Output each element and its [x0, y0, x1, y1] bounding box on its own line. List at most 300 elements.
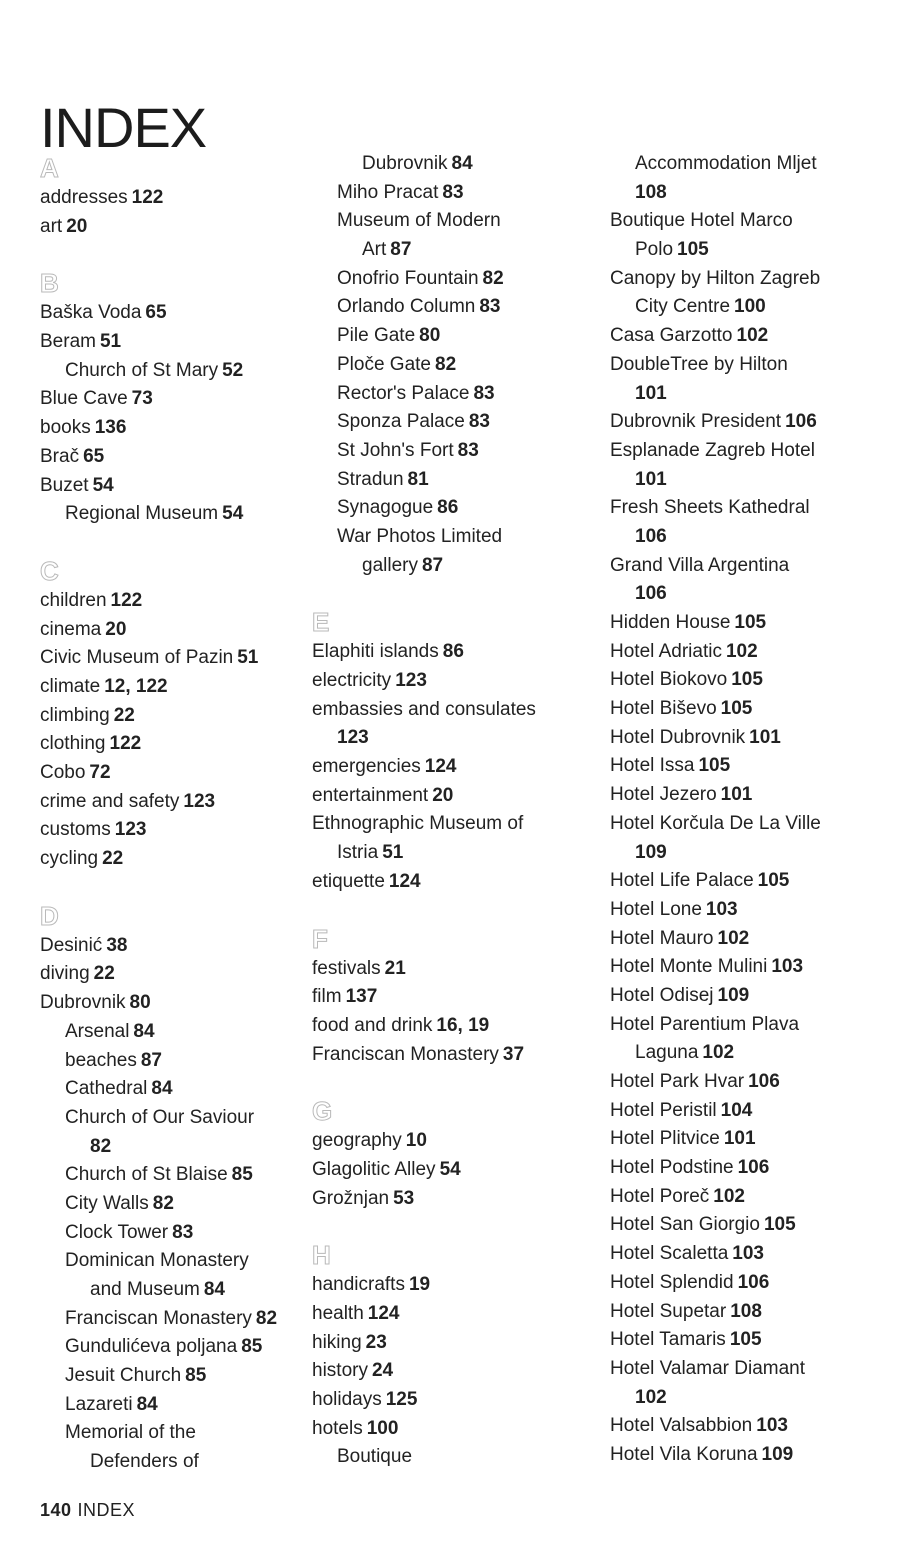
index-entry	[610, 580, 900, 609]
entry-pages: 83	[442, 181, 464, 203]
entry-pages: 105	[698, 755, 731, 777]
index-entry	[610, 1298, 900, 1327]
index-entry	[312, 408, 602, 437]
index-entry	[40, 845, 310, 874]
entry-term: embassies and consulates	[312, 698, 536, 720]
index-column-2	[312, 150, 602, 1472]
section-letter: G	[312, 1096, 333, 1127]
entry-pages: 52	[222, 359, 244, 381]
entry-term: entertainment	[312, 784, 429, 806]
index-entry	[312, 380, 602, 409]
index-entry	[40, 932, 310, 961]
entry-term: handicrafts	[312, 1274, 405, 1296]
entry-term: Hotel Podstine	[610, 1157, 734, 1179]
entry-pages: 101	[635, 468, 667, 490]
entry-pages: 102	[725, 640, 758, 662]
entry-pages: 124	[388, 870, 421, 892]
entry-term: gallery	[362, 554, 418, 576]
entry-pages: 87	[421, 554, 444, 576]
entry-term: Regional Museum	[65, 503, 219, 525]
entry-term: Esplanade Zagreb Hotel	[610, 439, 815, 461]
section-gap	[40, 241, 310, 265]
entry-pages: 109	[761, 1443, 794, 1465]
entry-pages: 101	[720, 784, 753, 806]
index-entry	[312, 494, 602, 523]
entry-term: Elaphiti islands	[312, 641, 439, 663]
index-entry	[610, 1412, 900, 1441]
entry-term: Hotel Splendid	[610, 1271, 734, 1293]
entry-pages: 20	[432, 784, 454, 806]
entry-pages: 109	[635, 841, 667, 863]
entry-term: Boutique	[337, 1446, 413, 1468]
entry-term: Grand Villa Argentina	[610, 554, 790, 576]
entry-term: Hidden House	[610, 612, 731, 633]
index-entry	[610, 466, 900, 495]
index-entry	[610, 437, 900, 466]
entry-pages: 123	[183, 790, 216, 812]
entry-term: Dubrovnik	[362, 153, 448, 174]
index-entry	[610, 839, 900, 868]
section-gap	[312, 897, 602, 921]
index-entry	[40, 1362, 310, 1391]
index-entry	[40, 213, 310, 242]
index-entry	[312, 552, 602, 581]
index-entry	[610, 236, 900, 265]
entry-term: Sponza Palace	[337, 411, 465, 433]
index-entry	[40, 644, 310, 673]
entry-term: City Walls	[65, 1192, 149, 1214]
index-entry	[312, 207, 602, 236]
index-entry	[312, 782, 602, 811]
entry-term: Memorial of the	[65, 1422, 196, 1444]
entry-term: climate	[40, 675, 101, 697]
index-entry	[40, 587, 310, 616]
index-entry	[610, 982, 900, 1011]
entry-pages: 53	[393, 1187, 415, 1209]
entry-term: customs	[40, 819, 111, 841]
footer-label: INDEX	[77, 1500, 136, 1520]
entry-pages: 87	[140, 1049, 162, 1071]
index-entry	[40, 1075, 310, 1104]
entry-term: Cobo	[40, 762, 86, 783]
index-entry	[40, 616, 310, 645]
index-entry	[610, 752, 900, 781]
index-entry	[312, 1329, 602, 1358]
entry-term: Clock Tower	[65, 1221, 169, 1243]
entry-term: Hotel Parentium Plava	[610, 1013, 800, 1035]
entry-pages: 106	[635, 583, 667, 605]
index-entry	[312, 753, 602, 782]
index-entry	[312, 236, 602, 265]
entry-term: Museum of Modern	[337, 210, 501, 232]
entry-pages: 103	[756, 1415, 788, 1437]
entry-term: art	[40, 215, 63, 237]
entry-pages: 80	[129, 992, 151, 1014]
index-entry	[40, 1419, 310, 1448]
entry-term: Canopy by Hilton Zagreb	[610, 267, 821, 289]
entry-pages: 106	[635, 525, 667, 547]
entry-pages: 103	[771, 956, 804, 978]
index-entry	[312, 466, 602, 495]
entry-term: Hotel Monte Mulini	[610, 956, 768, 978]
entry-term: Lazareti	[65, 1393, 133, 1415]
entry-term: health	[312, 1303, 364, 1324]
index-entry	[40, 1018, 310, 1047]
entry-pages: 104	[720, 1099, 753, 1121]
section-letter: C	[40, 555, 59, 586]
entry-pages: 105	[734, 612, 767, 633]
index-entry	[40, 1133, 310, 1162]
entry-pages: 105	[729, 1329, 762, 1351]
index-entry	[40, 443, 310, 472]
entry-term: Church of St Blaise	[65, 1164, 228, 1186]
index-entry	[610, 896, 900, 925]
index-entry	[312, 868, 602, 897]
entry-pages: 82	[435, 353, 457, 375]
entry-pages: 105	[677, 239, 709, 261]
index-entry	[610, 925, 900, 954]
entry-term: beaches	[65, 1049, 137, 1071]
index-entry	[610, 781, 900, 810]
entry-pages: 85	[241, 1336, 263, 1358]
entry-pages: 124	[424, 756, 457, 778]
entry-term: DoubleTree by Hilton	[610, 353, 788, 375]
index-entry	[312, 322, 602, 351]
entry-term: Boutique Hotel Marco	[610, 210, 793, 232]
entry-pages: 108	[730, 1300, 762, 1322]
entry-term: Art	[362, 239, 387, 261]
index-entry	[40, 1448, 310, 1477]
entry-pages: 54	[222, 503, 244, 525]
entry-term: Hotel Adriatic	[610, 640, 722, 662]
entry-pages: 51	[237, 647, 259, 669]
entry-pages: 108	[635, 181, 667, 203]
entry-term: Hotel Mauro	[610, 927, 714, 949]
entry-pages: 38	[106, 934, 128, 956]
entry-term: emergencies	[312, 756, 421, 778]
entry-pages: 22	[93, 963, 115, 985]
entry-term: Cathedral	[65, 1078, 148, 1100]
index-entry	[610, 1384, 900, 1413]
entry-term: Church of Our Saviour	[65, 1106, 255, 1128]
entry-pages: 24	[371, 1360, 394, 1382]
index-entry	[610, 1240, 900, 1269]
index-entry	[40, 730, 310, 759]
entry-pages: 102	[717, 927, 750, 949]
index-entry	[312, 179, 602, 208]
index-entry	[610, 666, 900, 695]
entry-term: geography	[312, 1130, 402, 1152]
entry-term: Hotel Jezero	[610, 784, 717, 806]
entry-pages: 105	[763, 1214, 796, 1236]
entry-term: Miho Pracat	[337, 181, 439, 203]
index-entry	[312, 437, 602, 466]
entry-term: Hotel Peristil	[610, 1099, 717, 1121]
index-entry	[312, 724, 602, 753]
entry-term: Hotel Plitvice	[610, 1128, 720, 1150]
entry-pages: 22	[102, 848, 124, 870]
entry-term: Hotel Scaletta	[610, 1243, 729, 1265]
index-entry	[312, 839, 602, 868]
entry-pages: 86	[437, 497, 459, 519]
entry-term: addresses	[40, 187, 128, 208]
entry-term: Hotel Dubrovnik	[610, 726, 746, 748]
entry-term: Hotel Valamar Diamant	[610, 1357, 806, 1379]
index-entry	[610, 1154, 900, 1183]
index-entry	[610, 494, 900, 523]
entry-term: Grožnjan	[312, 1187, 390, 1209]
entry-pages: 85	[231, 1164, 253, 1186]
index-entry	[312, 1386, 602, 1415]
section-gap	[312, 1213, 602, 1237]
entry-pages: 85	[185, 1365, 207, 1387]
entry-term: Dominican Monastery	[65, 1250, 249, 1272]
entry-pages: 19	[408, 1274, 431, 1296]
index-entry	[40, 816, 310, 845]
entry-term: Civic Museum of Pazin	[40, 647, 234, 669]
entry-term: holidays	[312, 1389, 382, 1411]
entry-pages: 106	[748, 1071, 780, 1092]
entry-pages: 137	[345, 986, 378, 1008]
entry-term: Orlando Column	[337, 296, 476, 318]
section-letter: B	[40, 268, 59, 299]
index-entry	[610, 552, 900, 581]
index-entry	[610, 953, 900, 982]
entry-term: Buzet	[40, 474, 89, 496]
entry-pages: 106	[737, 1271, 770, 1293]
index-entry	[312, 1443, 602, 1472]
entry-term: Hotel Korčula De La Ville	[610, 812, 821, 834]
entry-pages: 123	[395, 670, 427, 691]
index-entry	[312, 1012, 602, 1041]
entry-term: Istria	[337, 842, 379, 864]
index-entry	[610, 1211, 900, 1240]
index-entry	[40, 184, 310, 213]
entry-term: festivals	[312, 957, 381, 979]
entry-pages: 84	[203, 1279, 225, 1300]
index-entry	[40, 1247, 310, 1276]
index-entry	[40, 989, 310, 1018]
index-entry	[40, 1276, 310, 1305]
entry-pages: 54	[92, 474, 114, 496]
entry-term: hiking	[312, 1331, 362, 1353]
entry-pages: 101	[723, 1128, 756, 1150]
entry-pages: 109	[717, 984, 750, 1006]
entry-term: Hotel Biokovo	[610, 669, 728, 691]
entry-term: Hotel Lone	[610, 898, 702, 920]
entry-term: Defenders of	[90, 1451, 199, 1473]
index-entry	[610, 150, 900, 179]
entry-term: cinema	[40, 618, 102, 640]
entry-term: Synagogue	[337, 497, 434, 519]
entry-term: Baška Voda	[40, 302, 142, 324]
entry-term: Hotel San Giorgio	[610, 1214, 760, 1236]
entry-pages: 82	[482, 267, 504, 289]
entry-term: Church of St Mary	[65, 359, 219, 381]
entry-pages: 16, 19	[436, 1014, 490, 1036]
entry-pages: 82	[152, 1192, 174, 1214]
index-entry	[40, 759, 310, 788]
entry-pages: 10	[405, 1130, 427, 1152]
entry-term: Fresh Sheets Kathedral	[610, 497, 810, 519]
section-gap	[40, 529, 310, 553]
index-column-3	[610, 150, 900, 1470]
index-entry	[40, 1391, 310, 1420]
index-entry	[40, 960, 310, 989]
index-entry	[610, 1355, 900, 1384]
entry-term: food and drink	[312, 1014, 433, 1036]
entry-pages: 21	[384, 957, 406, 979]
entry-pages: 100	[366, 1417, 399, 1439]
index-entry	[312, 810, 602, 839]
entry-term: Hotel Valsabbion	[610, 1415, 753, 1437]
index-entry	[40, 1219, 310, 1248]
index-entry	[40, 472, 310, 501]
index-entry	[610, 1269, 900, 1298]
entry-pages: 83	[479, 296, 501, 318]
section-letter: E	[312, 607, 330, 638]
entry-pages: 20	[66, 215, 88, 237]
entry-pages: 100	[734, 296, 766, 318]
index-entry	[610, 408, 900, 437]
index-entry	[312, 1357, 602, 1386]
entry-term: and Museum	[90, 1279, 200, 1300]
index-entry	[312, 1415, 602, 1444]
entry-pages: 12, 122	[104, 675, 168, 697]
index-entry	[40, 1104, 310, 1133]
entry-term: books	[40, 417, 91, 439]
entry-pages: 122	[110, 589, 143, 611]
entry-pages: 23	[365, 1331, 387, 1353]
entry-pages: 82	[90, 1135, 112, 1157]
entry-pages: 20	[105, 618, 127, 640]
index-entry	[610, 1011, 900, 1040]
index-entry	[312, 265, 602, 294]
entry-term: Gundulićeva poljana	[65, 1336, 238, 1358]
index-entry	[40, 1047, 310, 1076]
index-entry	[610, 1183, 900, 1212]
entry-term: clothing	[40, 733, 106, 755]
entry-term: Jesuit Church	[65, 1365, 182, 1387]
entry-term: Brač	[40, 445, 80, 467]
section-letter: D	[40, 900, 59, 931]
entry-term: climbing	[40, 704, 110, 726]
entry-pages: 80	[419, 325, 441, 347]
section-letter: H	[312, 1240, 331, 1271]
index-entry	[40, 328, 310, 357]
entry-term: diving	[40, 963, 90, 985]
entry-pages: 72	[89, 762, 111, 783]
entry-pages: 105	[720, 698, 753, 720]
index-entry	[610, 609, 900, 638]
index-entry	[610, 322, 900, 351]
index-entry	[312, 667, 602, 696]
index-entry	[40, 1305, 310, 1334]
entry-term: Arsenal	[65, 1020, 130, 1042]
entry-pages: 105	[731, 669, 763, 691]
page-number: 140	[40, 1500, 72, 1520]
entry-term: Casa Garzotto	[610, 325, 733, 347]
entry-term: etiquette	[312, 870, 385, 892]
entry-term: Onofrio Fountain	[337, 267, 479, 289]
entry-pages: 37	[502, 1043, 525, 1065]
index-entry	[40, 673, 310, 702]
index-entry	[610, 638, 900, 667]
entry-pages: 106	[737, 1157, 770, 1179]
entry-term: City Centre	[635, 296, 731, 318]
entry-term: Hotel Tamaris	[610, 1329, 726, 1351]
entry-term: Ploče Gate	[337, 353, 431, 375]
entry-term: electricity	[312, 670, 392, 691]
entry-pages: 124	[367, 1303, 400, 1324]
page-footer	[40, 1500, 135, 1521]
entry-pages: 103	[705, 898, 738, 920]
index-entry	[40, 299, 310, 328]
index-entry	[40, 702, 310, 731]
entry-pages: 84	[451, 153, 473, 174]
entry-pages: 101	[635, 382, 667, 404]
index-entry	[312, 638, 602, 667]
index-entry	[610, 1068, 900, 1097]
index-entry	[40, 357, 310, 386]
index-entry	[312, 1271, 602, 1300]
index-entry	[40, 1333, 310, 1362]
entry-term: Stradun	[337, 468, 404, 490]
entry-term: Hotel Odisej	[610, 984, 714, 1006]
entry-term: hotels	[312, 1417, 363, 1439]
entry-pages: 103	[732, 1243, 764, 1265]
index-entry	[312, 523, 602, 552]
index-entry	[610, 179, 900, 208]
entry-term: Accommodation Mljet	[635, 153, 817, 174]
section-gap	[40, 874, 310, 898]
entry-term: Franciscan Monastery	[312, 1043, 499, 1065]
entry-pages: 51	[382, 842, 404, 864]
index-entry	[40, 788, 310, 817]
entry-term: cycling	[40, 848, 99, 870]
entry-term: Hotel Issa	[610, 755, 695, 777]
entry-pages: 54	[439, 1158, 461, 1180]
section-gap	[312, 580, 602, 604]
entry-pages: 84	[133, 1020, 155, 1042]
index-entry	[610, 810, 900, 839]
index-entry	[312, 983, 602, 1012]
entry-term: Franciscan Monastery	[65, 1307, 252, 1329]
entry-term: Pile Gate	[337, 325, 416, 347]
entry-pages: 51	[99, 331, 122, 353]
entry-pages: 83	[457, 439, 479, 461]
entry-term: Blue Cave	[40, 388, 128, 410]
entry-term: Beram	[40, 331, 96, 353]
entry-term: Polo	[635, 239, 674, 261]
entry-term: St John's Fort	[337, 439, 454, 461]
index-entry	[312, 1041, 602, 1070]
entry-pages: 84	[151, 1078, 173, 1100]
entry-pages: 73	[131, 388, 153, 410]
index-entry	[610, 523, 900, 552]
entry-pages: 106	[785, 411, 817, 433]
entry-term: Dubrovnik	[40, 992, 126, 1014]
entry-pages: 87	[390, 239, 412, 261]
entry-term: War Photos Limited	[337, 525, 503, 547]
entry-pages: 123	[337, 727, 369, 749]
entry-pages: 102	[736, 325, 769, 347]
index-entry	[610, 380, 900, 409]
index-column-1	[40, 150, 310, 1477]
entry-pages: 84	[136, 1393, 158, 1415]
entry-term: Hotel Supetar	[610, 1300, 727, 1322]
index-entry	[610, 1097, 900, 1126]
